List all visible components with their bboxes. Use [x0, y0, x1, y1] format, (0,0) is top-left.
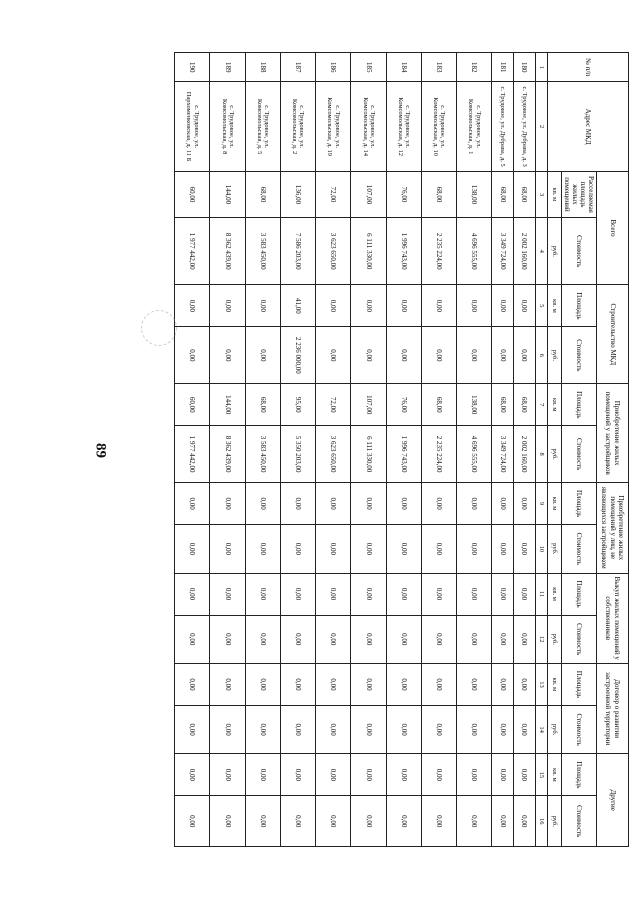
row-address: с. Трудовое, ул. Комсомольская, д. 10 — [421, 82, 456, 171]
row-value: 0,00 — [492, 483, 514, 525]
row-value: 0,00 — [457, 796, 492, 847]
row-value: 68,00 — [492, 171, 514, 217]
row-value: 0,00 — [175, 327, 210, 384]
row-value: 2 002 160,00 — [514, 426, 536, 483]
header-num: № п/п — [547, 53, 628, 82]
row-value: 1 977 442,00 — [175, 218, 210, 285]
row-value: 68,00 — [245, 384, 280, 426]
row-value: 0,00 — [457, 483, 492, 525]
header-construction-area: Площадь — [561, 285, 596, 327]
header-address: Адрес МКД — [547, 82, 628, 171]
rotated-page-content — [174, 52, 629, 847]
row-value: 0,00 — [457, 573, 492, 615]
header-buyout-cost: Стоимость — [561, 615, 596, 663]
row-value: 3 349 724,00 — [492, 218, 514, 285]
row-value: 5 350 203,00 — [280, 426, 315, 483]
row-value: 0,00 — [351, 573, 386, 615]
row-value: 0,00 — [514, 796, 536, 847]
header-other: Другие — [597, 754, 629, 847]
row-value: 0,00 — [210, 285, 245, 327]
row-value: 0,00 — [514, 663, 536, 705]
row-value: 0,00 — [492, 663, 514, 705]
row-value: 0,00 — [316, 573, 351, 615]
row-value: 0,00 — [492, 705, 514, 753]
header-construction: Строительство МКД — [597, 285, 629, 384]
row-value: 0,00 — [175, 285, 210, 327]
column-number: 6 — [535, 327, 547, 384]
row-value: 0,00 — [210, 483, 245, 525]
row-address: с. Трудовое, ул. Комсомольская, д. 19 — [316, 82, 351, 171]
stamp-mark — [141, 310, 177, 346]
header-other-area: Площадь — [561, 754, 596, 796]
row-value: 2 235 224,00 — [421, 426, 456, 483]
row-value: 0,00 — [514, 525, 536, 573]
row-value: 3 623 650,00 — [316, 426, 351, 483]
row-number: 190 — [175, 53, 210, 82]
row-value: 0,00 — [210, 754, 245, 796]
row-value: 107,00 — [351, 171, 386, 217]
column-number: 9 — [535, 483, 547, 525]
header-resettled-area: Расселяемая площадь жилых помещений — [561, 171, 596, 217]
row-value: 0,00 — [316, 705, 351, 753]
table-body — [175, 53, 536, 847]
row-value: 0,00 — [457, 327, 492, 384]
column-number: 11 — [535, 573, 547, 615]
unit-area: кв. м — [547, 384, 561, 426]
row-value: 0,00 — [245, 796, 280, 847]
row-value: 0,00 — [245, 483, 280, 525]
row-value: 0,00 — [316, 754, 351, 796]
row-value: 0,00 — [386, 483, 421, 525]
unit-area: кв. м — [547, 663, 561, 705]
row-value: 0,00 — [210, 573, 245, 615]
header-construction-cost: Стоимость — [561, 327, 596, 384]
row-value: 0,00 — [280, 705, 315, 753]
row-value: 0,00 — [457, 754, 492, 796]
header-purchase-non-dev: Приобретение жилых помещений у лиц, не являющихся застройщиком — [597, 483, 629, 573]
row-value: 0,00 — [316, 615, 351, 663]
header-purchase-non-dev-cost: Стоимость — [561, 525, 596, 573]
row-value: 0,00 — [280, 573, 315, 615]
row-value: 72,00 — [316, 171, 351, 217]
row-value: 6 111 330,00 — [351, 426, 386, 483]
header-buyout-area: Площадь — [561, 573, 596, 615]
table-row — [386, 53, 421, 847]
unit-area: кв. м — [547, 573, 561, 615]
row-value: 0,00 — [386, 796, 421, 847]
row-value: 0,00 — [386, 615, 421, 663]
row-value: 0,00 — [351, 525, 386, 573]
row-value: 0,00 — [175, 573, 210, 615]
row-value: 0,00 — [351, 754, 386, 796]
row-value: 0,00 — [457, 615, 492, 663]
table-row — [457, 53, 492, 847]
row-value: 0,00 — [280, 663, 315, 705]
unit-cost: руб. — [547, 796, 561, 847]
column-number-row — [535, 53, 547, 847]
row-value: 0,00 — [421, 573, 456, 615]
row-value: 0,00 — [280, 754, 315, 796]
row-value: 0,00 — [492, 573, 514, 615]
row-value: 0,00 — [457, 525, 492, 573]
row-value: 68,00 — [245, 171, 280, 217]
column-number: 5 — [535, 285, 547, 327]
row-value: 2 235 224,00 — [421, 218, 456, 285]
row-address: с. Трудовое, ул. Комсомольская, д. 14 — [351, 82, 386, 171]
row-address: с. Трудовое, ул. Комсомольская, д. 12 — [386, 82, 421, 171]
row-number: 186 — [316, 53, 351, 82]
row-value: 0,00 — [492, 615, 514, 663]
row-value: 0,00 — [514, 285, 536, 327]
row-value: 6 111 330,00 — [351, 218, 386, 285]
row-value: 8 362 439,00 — [210, 218, 245, 285]
row-value: 0,00 — [514, 573, 536, 615]
row-value: 1 996 743,00 — [386, 218, 421, 285]
column-number: 8 — [535, 426, 547, 483]
row-number: 184 — [386, 53, 421, 82]
row-value: 0,00 — [210, 327, 245, 384]
row-value: 0,00 — [421, 327, 456, 384]
row-value: 0,00 — [210, 796, 245, 847]
row-value: 0,00 — [175, 525, 210, 573]
row-value: 0,00 — [492, 285, 514, 327]
row-value: 3 623 650,00 — [316, 218, 351, 285]
column-number: 4 — [535, 218, 547, 285]
row-address: с. Трудовое, ул. Комсомольская, д. 8 — [210, 82, 245, 171]
row-value: 0,00 — [175, 663, 210, 705]
row-address: с. Трудовое, ул. Комсомольская, д. 5 — [245, 82, 280, 171]
row-value: 0,00 — [386, 754, 421, 796]
table-row — [492, 53, 514, 847]
unit-area: кв. м — [547, 171, 561, 217]
row-value: 0,00 — [210, 705, 245, 753]
row-value: 0,00 — [245, 705, 280, 753]
row-value: 0,00 — [210, 615, 245, 663]
row-value: 0,00 — [514, 705, 536, 753]
table-row — [316, 53, 351, 847]
row-value: 107,00 — [351, 384, 386, 426]
row-value: 0,00 — [316, 483, 351, 525]
row-value: 0,00 — [514, 754, 536, 796]
row-value: 0,00 — [245, 754, 280, 796]
row-value: 0,00 — [351, 483, 386, 525]
row-value: 3 583 450,00 — [245, 218, 280, 285]
row-value: 0,00 — [421, 663, 456, 705]
unit-area: кв. м — [547, 285, 561, 327]
column-number: 7 — [535, 384, 547, 426]
row-number: 180 — [514, 53, 536, 82]
row-value: 0,00 — [316, 525, 351, 573]
row-value: 68,00 — [421, 384, 456, 426]
header-other-cost: Стоимость — [561, 796, 596, 847]
row-value: 0,00 — [492, 754, 514, 796]
row-value: 2 002 160,00 — [514, 218, 536, 285]
row-value: 144,00 — [210, 171, 245, 217]
row-value: 138,00 — [457, 384, 492, 426]
unit-area: кв. м — [547, 754, 561, 796]
table-row — [210, 53, 245, 847]
row-value: 0,00 — [421, 796, 456, 847]
row-value: 0,00 — [386, 285, 421, 327]
row-value: 72,00 — [316, 384, 351, 426]
row-value: 0,00 — [316, 327, 351, 384]
row-value: 60,00 — [175, 171, 210, 217]
table-row — [421, 53, 456, 847]
row-value: 4 696 555,00 — [457, 218, 492, 285]
header-purchase-dev-cost: Стоимость — [561, 426, 596, 483]
row-number: 189 — [210, 53, 245, 82]
row-value: 1 977 442,00 — [175, 426, 210, 483]
header-territory-area: Площадь — [561, 663, 596, 705]
row-value: 76,00 — [386, 171, 421, 217]
header-territory: Договор о развитии застроенной территории — [597, 663, 629, 753]
row-value: 0,00 — [316, 663, 351, 705]
row-value: 0,00 — [514, 483, 536, 525]
row-value: 0,00 — [175, 754, 210, 796]
row-value: 0,00 — [245, 573, 280, 615]
row-value: 0,00 — [175, 615, 210, 663]
column-number: 2 — [535, 82, 547, 171]
row-value: 0,00 — [386, 327, 421, 384]
row-value: 60,00 — [175, 384, 210, 426]
table-row — [280, 53, 315, 847]
row-value: 0,00 — [351, 796, 386, 847]
unit-cost: руб. — [547, 615, 561, 663]
row-value: 0,00 — [492, 796, 514, 847]
row-value: 0,00 — [351, 327, 386, 384]
header-total-cost: Стоимость — [561, 218, 596, 285]
row-value: 41,00 — [280, 285, 315, 327]
row-value: 0,00 — [351, 663, 386, 705]
row-address: с. Трудовое, ул. Дубрава, д. 5 — [492, 82, 514, 171]
header-buyout: Выкуп жилых помещений у собственников — [597, 573, 629, 663]
unit-cost: руб. — [547, 525, 561, 573]
row-value: 0,00 — [280, 615, 315, 663]
row-value: 0,00 — [280, 483, 315, 525]
row-value: 0,00 — [175, 483, 210, 525]
column-number: 3 — [535, 171, 547, 217]
row-value: 0,00 — [421, 483, 456, 525]
table-row — [245, 53, 280, 847]
row-value: 0,00 — [175, 796, 210, 847]
table-row — [175, 53, 210, 847]
page-number: 89 — [92, 443, 109, 458]
header-purchase-dev: Приобретение жилых помещений у застройщиков — [597, 384, 629, 483]
row-value: 0,00 — [351, 615, 386, 663]
table-row — [351, 53, 386, 847]
row-number: 181 — [492, 53, 514, 82]
row-value: 3 583 450,00 — [245, 426, 280, 483]
row-value: 0,00 — [421, 285, 456, 327]
header-total: Всего — [597, 171, 629, 285]
row-value: 0,00 — [386, 573, 421, 615]
column-number: 1 — [535, 53, 547, 82]
header-purchase-dev-area: Площадь — [561, 384, 596, 426]
row-value: 0,00 — [457, 663, 492, 705]
row-value: 0,00 — [175, 705, 210, 753]
row-value: 0,00 — [210, 663, 245, 705]
row-value: 1 996 743,00 — [386, 426, 421, 483]
unit-cost: руб. — [547, 218, 561, 285]
column-number: 15 — [535, 754, 547, 796]
row-number: 183 — [421, 53, 456, 82]
row-value: 0,00 — [421, 754, 456, 796]
header-territory-cost: Стоимость — [561, 705, 596, 753]
row-value: 138,00 — [457, 171, 492, 217]
row-address: с. Трудовое, ул. Комсомольская, д. 1 — [457, 82, 492, 171]
resettlement-table — [174, 52, 629, 847]
row-value: 0,00 — [245, 615, 280, 663]
row-value: 0,00 — [514, 327, 536, 384]
row-value: 95,00 — [280, 384, 315, 426]
row-value: 0,00 — [316, 796, 351, 847]
row-value: 0,00 — [316, 285, 351, 327]
table-row — [514, 53, 536, 847]
row-value: 2 236 000,00 — [280, 327, 315, 384]
row-value: 0,00 — [280, 525, 315, 573]
row-value: 0,00 — [421, 705, 456, 753]
column-number: 14 — [535, 705, 547, 753]
row-value: 0,00 — [245, 663, 280, 705]
row-value: 68,00 — [421, 171, 456, 217]
row-number: 188 — [245, 53, 280, 82]
row-value: 144,00 — [210, 384, 245, 426]
row-address: с. Трудовое, ул. Пархоменковская, д. 11 Б — [175, 82, 210, 171]
row-value: 68,00 — [514, 384, 536, 426]
row-value: 76,00 — [386, 384, 421, 426]
row-value: 0,00 — [210, 525, 245, 573]
row-number: 187 — [280, 53, 315, 82]
row-value: 0,00 — [351, 285, 386, 327]
row-value: 0,00 — [457, 705, 492, 753]
row-value: 0,00 — [457, 285, 492, 327]
column-number: 16 — [535, 796, 547, 847]
row-value: 0,00 — [386, 705, 421, 753]
row-value: 68,00 — [492, 384, 514, 426]
row-value: 0,00 — [245, 327, 280, 384]
row-value: 0,00 — [514, 615, 536, 663]
row-number: 182 — [457, 53, 492, 82]
row-value: 3 349 724,00 — [492, 426, 514, 483]
row-value: 0,00 — [280, 796, 315, 847]
row-value: 0,00 — [492, 327, 514, 384]
unit-area: кв. м — [547, 483, 561, 525]
row-value: 0,00 — [351, 705, 386, 753]
row-value: 0,00 — [421, 525, 456, 573]
row-number: 185 — [351, 53, 386, 82]
row-value: 68,00 — [514, 171, 536, 217]
row-value: 136,00 — [280, 171, 315, 217]
unit-cost: руб. — [547, 327, 561, 384]
row-value: 0,00 — [492, 525, 514, 573]
row-value: 0,00 — [421, 615, 456, 663]
column-number: 13 — [535, 663, 547, 705]
row-address: с. Трудовое, ул. Комсомольская, д. 2 — [280, 82, 315, 171]
row-value: 0,00 — [245, 285, 280, 327]
unit-cost: руб. — [547, 705, 561, 753]
column-number: 10 — [535, 525, 547, 573]
unit-cost: руб. — [547, 426, 561, 483]
row-value: 8 362 439,00 — [210, 426, 245, 483]
column-number: 12 — [535, 615, 547, 663]
header-purchase-non-dev-area: Площадь — [561, 483, 596, 525]
row-value: 0,00 — [386, 525, 421, 573]
row-value: 7 586 203,00 — [280, 218, 315, 285]
row-value: 0,00 — [245, 525, 280, 573]
row-value: 4 696 555,00 — [457, 426, 492, 483]
row-value: 0,00 — [386, 663, 421, 705]
row-address: с. Трудовое, ул. Дубрава, д. 3 — [514, 82, 536, 171]
